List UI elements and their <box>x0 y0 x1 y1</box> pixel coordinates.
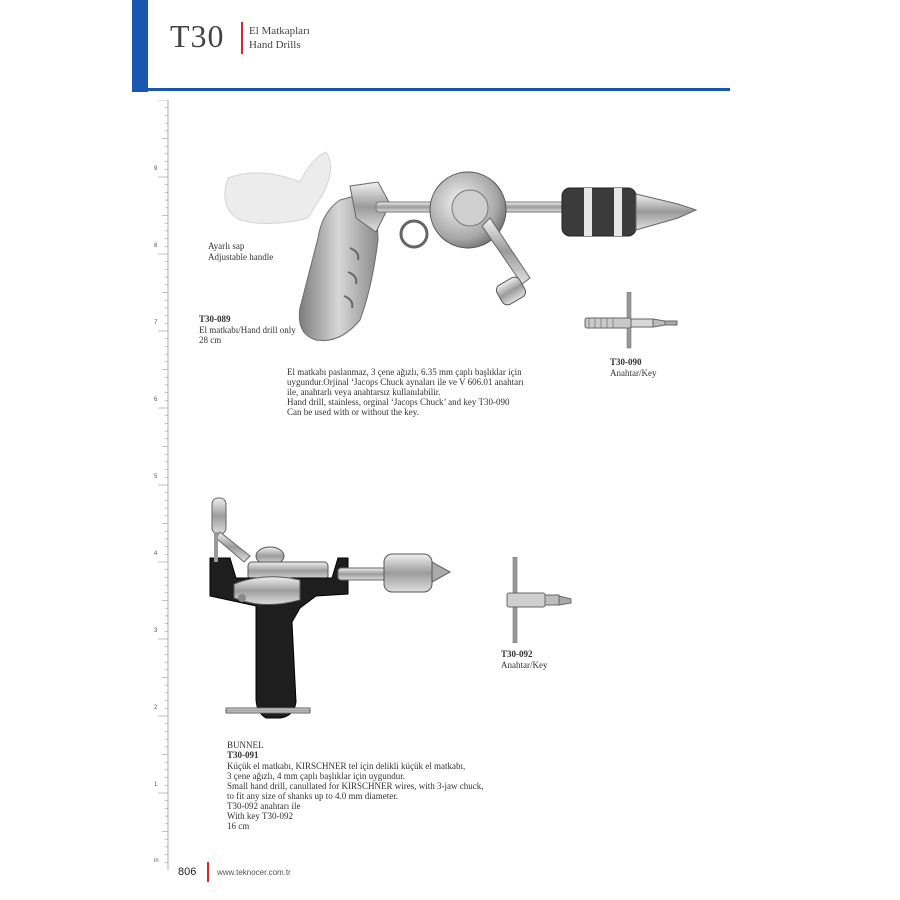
footer-divider <box>207 862 209 882</box>
desc-line: to fit any size of shanks up to 4.0 mm diameter. <box>227 791 398 801</box>
desc-line: El matkabı paslanmaz, 3 çene ağızlı, 6.35 mm çaplı başlıklar için <box>287 367 522 377</box>
ruler-label: 8 <box>154 243 158 249</box>
product-label-t30-092: Anahtar/Key <box>501 660 548 670</box>
ruler-label: 7 <box>154 320 158 326</box>
desc-line: 16 cm <box>227 821 250 831</box>
ruler-label: 6 <box>154 397 158 403</box>
ruler-label: 4 <box>154 551 158 557</box>
desc-line: uygundur.Orjinal ‘Jacops Chuck aynaları ile ve V 606.01 anahtarı <box>287 377 524 387</box>
key-t30-090-image <box>583 292 681 352</box>
ruler-label: 1 <box>154 782 158 788</box>
desc-line: Hand drill, stainless, orginal ‘Jacops Chuck’ and key T30-090 <box>287 397 510 407</box>
header-rule <box>132 88 730 91</box>
product-code-t30-092: T30-092 <box>501 649 533 659</box>
desc-line: 3 çene ağızlı, 4 mm çaplı başlıklar için uygundur. <box>227 771 405 781</box>
product-code-t30-089: T30-089 <box>199 314 231 324</box>
website-link[interactable]: www.teknocer.com.tr <box>217 868 291 877</box>
desc-line: T30-092 anahtarı ile <box>227 801 301 811</box>
product-size-t30-089: 28 cm <box>199 335 222 345</box>
small-hand-drill-image <box>204 492 454 724</box>
header-divider <box>241 22 243 54</box>
desc-line: Small hand drill, canullated for KIRSCHNER wires, with 3-jaw chuck, <box>227 781 484 791</box>
desc-line: With key T30-092 <box>227 811 293 821</box>
desc-line: Can be used with or without the key. <box>287 407 419 417</box>
header-title-tr: El Matkapları <box>249 25 310 37</box>
brand-label: BUNNEL <box>227 740 264 750</box>
handle-label-tr: Ayarlı sap <box>208 241 245 251</box>
product-label-t30-090: Anahtar/Key <box>610 368 657 378</box>
desc-line: Küçük el matkabı, KIRSCHNER tel için delikli küçük el matkabı, <box>227 761 466 771</box>
product-code-t30-090: T30-090 <box>610 357 642 367</box>
page-number: 806 <box>178 866 197 878</box>
key-t30-092-image <box>505 557 575 643</box>
handle-label-en: Adjustable handle <box>208 252 274 262</box>
header-title-en: Hand Drills <box>249 39 301 51</box>
ruler-label: 9 <box>154 166 158 172</box>
ruler-label: 5 <box>154 474 158 480</box>
product-desc-t30-089 <box>287 367 524 417</box>
product-name-t30-089: El matkabı/Hand drill only <box>199 325 296 335</box>
ruler-label: in <box>154 858 159 864</box>
inch-ruler <box>155 100 169 870</box>
product-desc-t30-091 <box>227 761 483 831</box>
ruler-label: 2 <box>154 705 158 711</box>
ruler-label: 3 <box>154 628 158 634</box>
catalog-code: T30 <box>170 18 225 54</box>
product-code-t30-091: T30-091 <box>227 750 259 760</box>
header-accent-bar <box>132 0 148 92</box>
desc-line: ile, anahtarlı veya anahtarsız kullanılabilir. <box>287 387 441 397</box>
